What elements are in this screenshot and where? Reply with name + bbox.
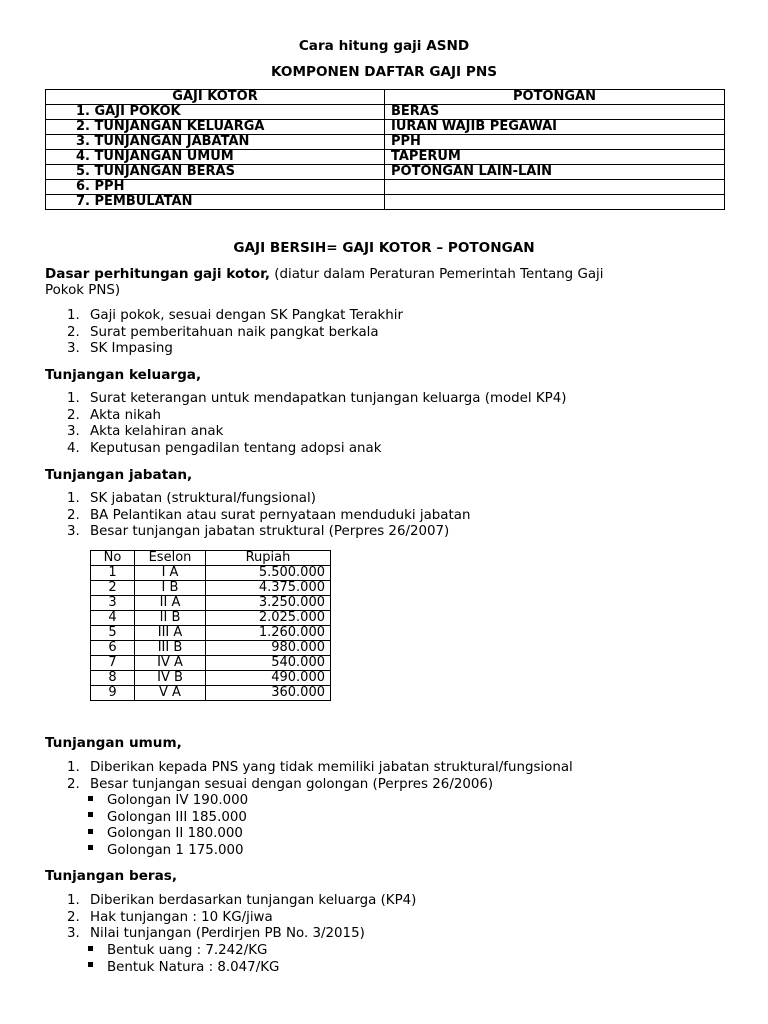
table-row [91,626,331,641]
list-item: 1. Gaji pokok, sesuai dengan SK Pangkat Terakhir [67,308,403,323]
table-cell: 7 [91,656,135,671]
square-bullet-icon [88,796,93,801]
table-cell: POTONGAN LAIN-LAIN [385,165,725,180]
table-cell: PPH [385,135,725,150]
golongan-sublist [88,793,248,859]
tunjangan-umum-list [67,760,573,793]
tunjangan-keluarga-list [67,391,567,457]
tunjangan-keluarga-heading: Tunjangan keluarga, [45,367,202,383]
tunjangan-jabatan-heading: Tunjangan jabatan, [45,467,193,483]
table-cell: BERAS [385,105,725,120]
list-item: 1. Surat keterangan untuk mendapatkan tunjangan keluarga (model KP4) [67,391,567,406]
header-rupiah: Rupiah [206,551,331,566]
list-item: 1. SK jabatan (struktural/fungsional) [67,491,316,506]
table-cell: II A [135,596,206,611]
table-cell: 1 [91,566,135,581]
tunjangan-beras-heading: Tunjangan beras, [45,868,178,884]
tunjangan-jabatan-list [67,491,470,541]
sub-list-item: Golongan III 185.000 [88,810,248,827]
list-item: 2. Besar tunjangan sesuai dengan golongan (Perpres 26/2006) [67,776,494,792]
nilai-tunjangan-sublist [88,943,279,976]
square-bullet-icon [88,946,93,951]
eselon-table [90,550,331,701]
table-cell: IV B [135,671,206,686]
table-cell: 490.000 [206,671,331,686]
table-cell: 2. TUNJANGAN KELUARGA [46,120,385,135]
table-cell: 3.250.000 [206,596,331,611]
komponen-gaji-table [45,89,725,210]
table-row [46,150,725,165]
header-potongan: POTONGAN [385,90,725,105]
table-row [46,120,725,135]
sub-list-item: Golongan IV 190.000 [88,793,248,810]
table-cell: 8 [91,671,135,686]
list-item: 3. SK Impasing [67,341,173,357]
table-header-row [46,90,725,105]
table-cell: 5 [91,626,135,641]
table-cell: 6 [91,641,135,656]
table-row [91,596,331,611]
document-title: Cara hitung gaji ASND [298,38,470,54]
table-cell: III A [135,626,206,641]
table-cell: I B [135,581,206,596]
table-cell: 9 [91,686,135,701]
table-row [46,165,725,180]
table-row [46,195,725,210]
table-row [91,581,331,596]
square-bullet-icon [88,845,93,850]
table-cell: 7. PEMBULATAN [46,195,385,210]
table-cell [385,180,725,195]
table-row [91,686,331,701]
list-item: 3. Nilai tunjangan (Perdirjen PB No. 3/2015) [67,926,365,942]
dasar-heading: Dasar perhitungan gaji kotor, [45,266,270,282]
sub-list-item: Golongan 1 175.000 [88,843,248,860]
table-header-row [91,551,331,566]
table-cell: 6. PPH [46,180,385,195]
table-row [91,656,331,671]
table-row [46,180,725,195]
table-row [91,671,331,686]
header-no: No [91,551,135,566]
table-cell: 3 [91,596,135,611]
table-row [91,566,331,581]
list-item: 2. Hak tunjangan : 10 KG/jiwa [67,909,273,925]
dasar-note: (diatur dalam Peraturan Pemerintah Tentang Gaji [274,267,604,282]
table-cell: TAPERUM [385,150,725,165]
square-bullet-icon [88,962,93,967]
table-cell: 5.500.000 [206,566,331,581]
table-cell: 1.260.000 [206,626,331,641]
table-row [91,641,331,656]
list-item: 2. Surat pemberitahuan naik pangkat berkala [67,324,379,340]
table-cell: 540.000 [206,656,331,671]
document-subtitle: KOMPONEN DAFTAR GAJI PNS [271,64,497,80]
list-item: 2. BA Pelantikan atau surat pernyataan menduduki jabatan [67,507,471,523]
tunjangan-umum-heading: Tunjangan umum, [45,735,182,751]
table-cell: 360.000 [206,686,331,701]
table-row [46,135,725,150]
header-eselon: Eselon [135,551,206,566]
table-cell [385,195,725,210]
table-cell: 5. TUNJANGAN BERAS [46,165,385,180]
table-row [91,611,331,626]
table-cell: I A [135,566,206,581]
table-cell: IURAN WAJIB PEGAWAI [385,120,725,135]
list-item: 3. Besar tunjangan jabatan struktural (Perpres 26/2007) [67,524,450,540]
square-bullet-icon [88,812,93,817]
dasar-paragraph [45,266,603,282]
table-cell: 3. TUNJANGAN JABATAN [46,135,385,150]
header-gaji-kotor: GAJI KOTOR [46,90,385,105]
table-cell: 4 [91,611,135,626]
table-row [46,105,725,120]
table-cell: 4.375.000 [206,581,331,596]
list-item: 1. Diberikan berdasarkan tunjangan keluarga (KP4) [67,893,417,908]
dasar-note-continued: Pokok PNS) [45,283,121,298]
formula-gaji-bersih: GAJI BERSIH= GAJI KOTOR – POTONGAN [233,240,535,256]
list-item: 1. Diberikan kepada PNS yang tidak memiliki jabatan struktural/fungsional [67,760,573,775]
table-cell: 4. TUNJANGAN UMUM [46,150,385,165]
table-cell: 2.025.000 [206,611,331,626]
list-item: 3. Akta kelahiran anak [67,424,224,440]
table-cell: II B [135,611,206,626]
sub-list-item: Bentuk Natura : 8.047/KG [88,960,279,977]
list-item: 4. Keputusan pengadilan tentang adopsi anak [67,440,382,456]
sub-list-item: Bentuk uang : 7.242/KG [88,943,279,960]
sub-list-item: Golongan II 180.000 [88,826,248,843]
table-cell: 2 [91,581,135,596]
table-cell: 980.000 [206,641,331,656]
tunjangan-beras-list [67,893,416,943]
table-cell: IV A [135,656,206,671]
table-cell: III B [135,641,206,656]
dasar-list [67,308,403,358]
table-cell: 1. GAJI POKOK [46,105,385,120]
list-item: 2. Akta nikah [67,407,162,423]
table-cell: V A [135,686,206,701]
square-bullet-icon [88,829,93,834]
